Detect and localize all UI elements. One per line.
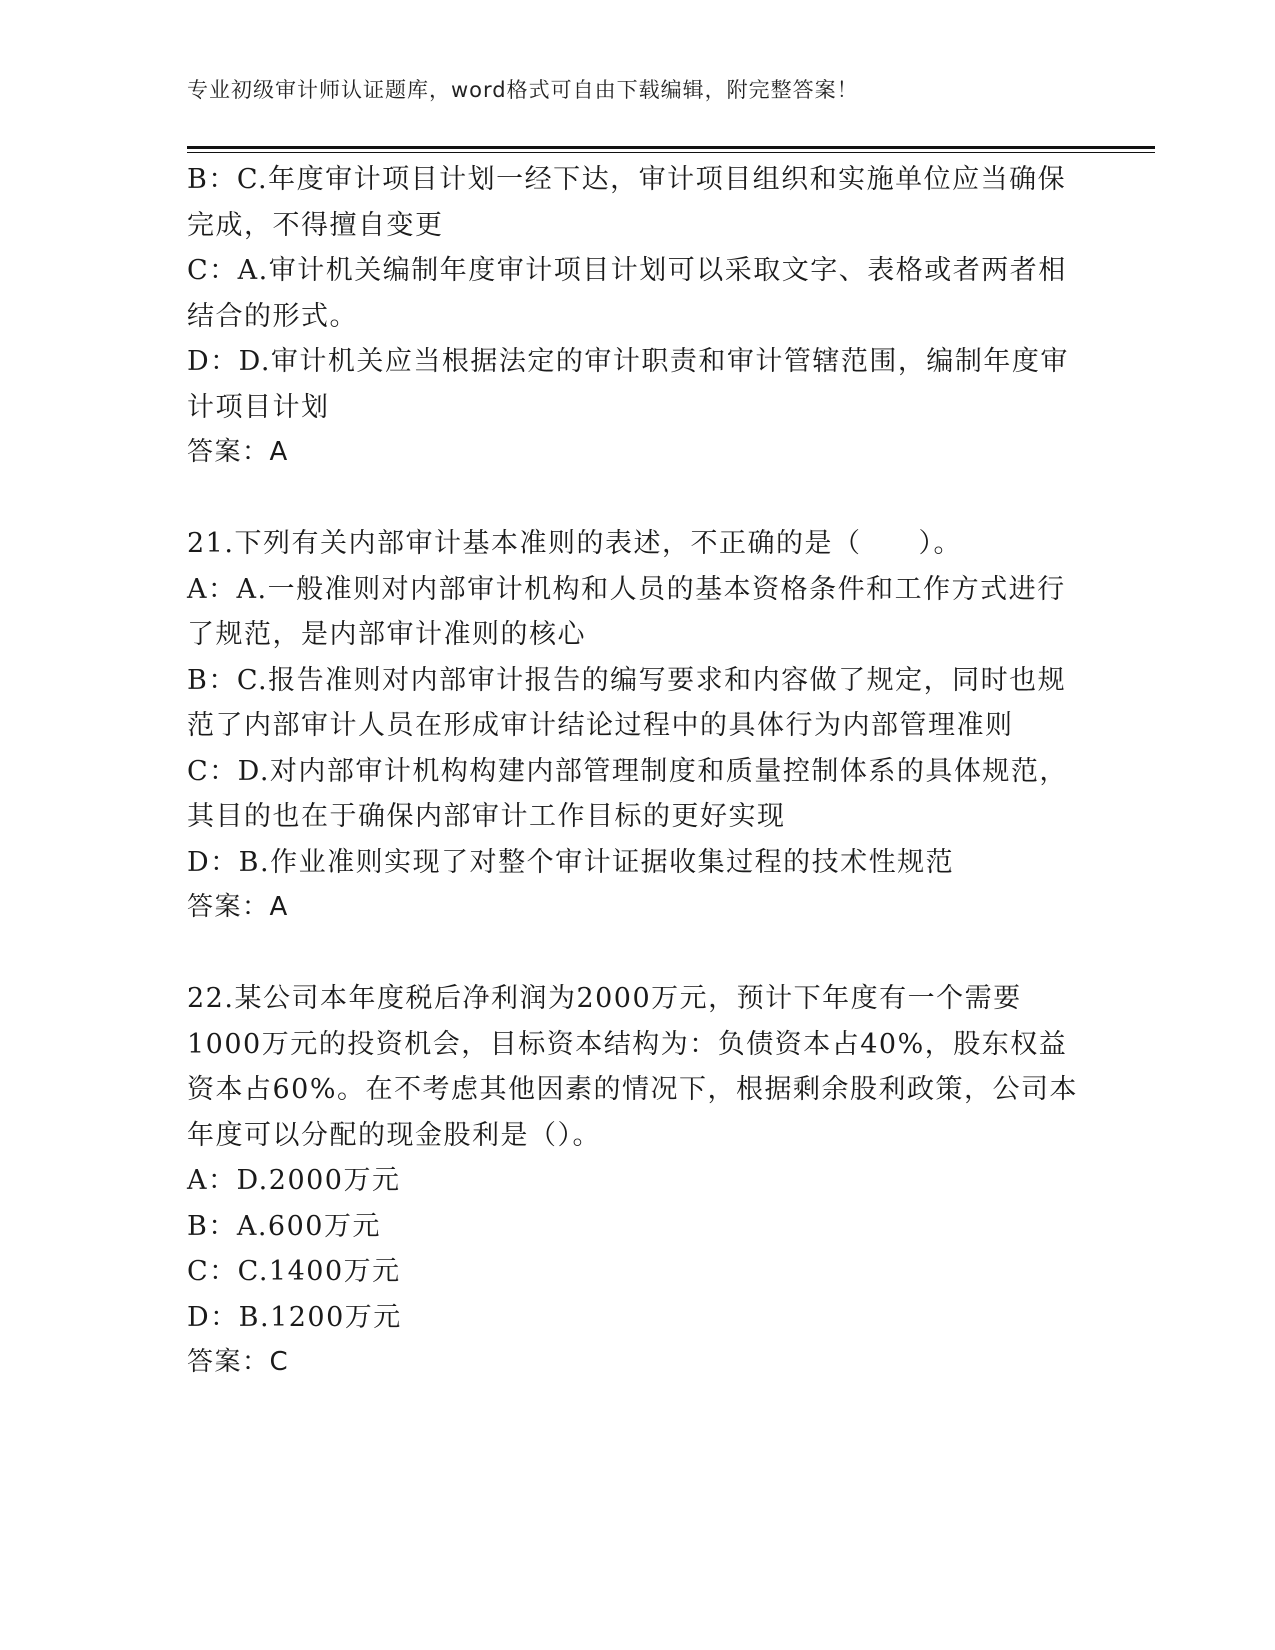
spacer (187, 476, 1087, 522)
option-line: A：A.一般准则对内部审计机构和人员的基本资格条件和工作方式进行 (187, 573, 1066, 605)
question-stem: 资本占60%。在不考虑其他因素的情况下，根据剩余股利政策，公司本 (187, 1074, 1079, 1105)
option-line: B：C.报告准则对内部审计报告的编写要求和内容做了规定，同时也规 (187, 664, 1067, 696)
question-stem: 年度可以分配的现金股利是（）。 (187, 1119, 601, 1151)
option-line: B：A.600万元 (187, 1210, 381, 1242)
question-prev-block (187, 157, 1087, 476)
header-divider-thin (187, 152, 1155, 153)
answer-line: 答案：A (187, 892, 289, 922)
option-line: C：D.对内部审计机构构建内部管理制度和质量控制体系的具体规范， (187, 755, 1068, 787)
spacer (187, 931, 1087, 977)
header-divider-thick (187, 146, 1155, 149)
question-stem: 1000万元的投资机会，目标资本结构为：负债资本占40%，股东权益 (187, 1028, 1068, 1060)
question-stem: 22.某公司本年度税后净利润为2000万元，预计下年度有一个需要 (187, 983, 1022, 1014)
question-21-block (187, 521, 1087, 931)
option-line: 结合的形式。 (187, 300, 358, 332)
option-line: C：C.1400万元 (187, 1256, 401, 1287)
option-line: D：B.1200万元 (187, 1301, 402, 1333)
option-line: 了规范，是内部审计准则的核心 (187, 619, 586, 650)
option-line: 范了内部审计人员在形成审计结论过程中的具体行为内部管理准则 (187, 710, 1014, 741)
question-22-block (187, 976, 1087, 1386)
question-stem: 21.下列有关内部审计基本准则的表述，不正确的是（ ）。 (187, 528, 962, 559)
answer-line: 答案：C (187, 1347, 290, 1377)
option-line: C：A.审计机关编制年度审计项目计划可以采取文字、表格或者两者相 (187, 255, 1067, 286)
option-line: D：D.审计机关应当根据法定的审计职责和审计管辖范围，编制年度审 (187, 346, 1069, 377)
option-line: 完成，不得擅自变更 (187, 209, 444, 241)
option-line: D：B.作业准则实现了对整个审计证据收集过程的技术性规范 (187, 846, 955, 878)
answer-line: 答案：A (187, 437, 289, 467)
document-body (187, 157, 1087, 1386)
option-line: 计项目计划 (187, 391, 330, 423)
option-line: A：D.2000万元 (187, 1165, 401, 1196)
option-line: B：C.年度审计项目计划一经下达，审计项目组织和实施单位应当确保 (187, 164, 1067, 195)
option-line: 其目的也在于确保内部审计工作目标的更好实现 (187, 801, 786, 832)
page-header: 专业初级审计师认证题库，word格式可自由下载编辑，附完整答案！ (187, 78, 859, 102)
